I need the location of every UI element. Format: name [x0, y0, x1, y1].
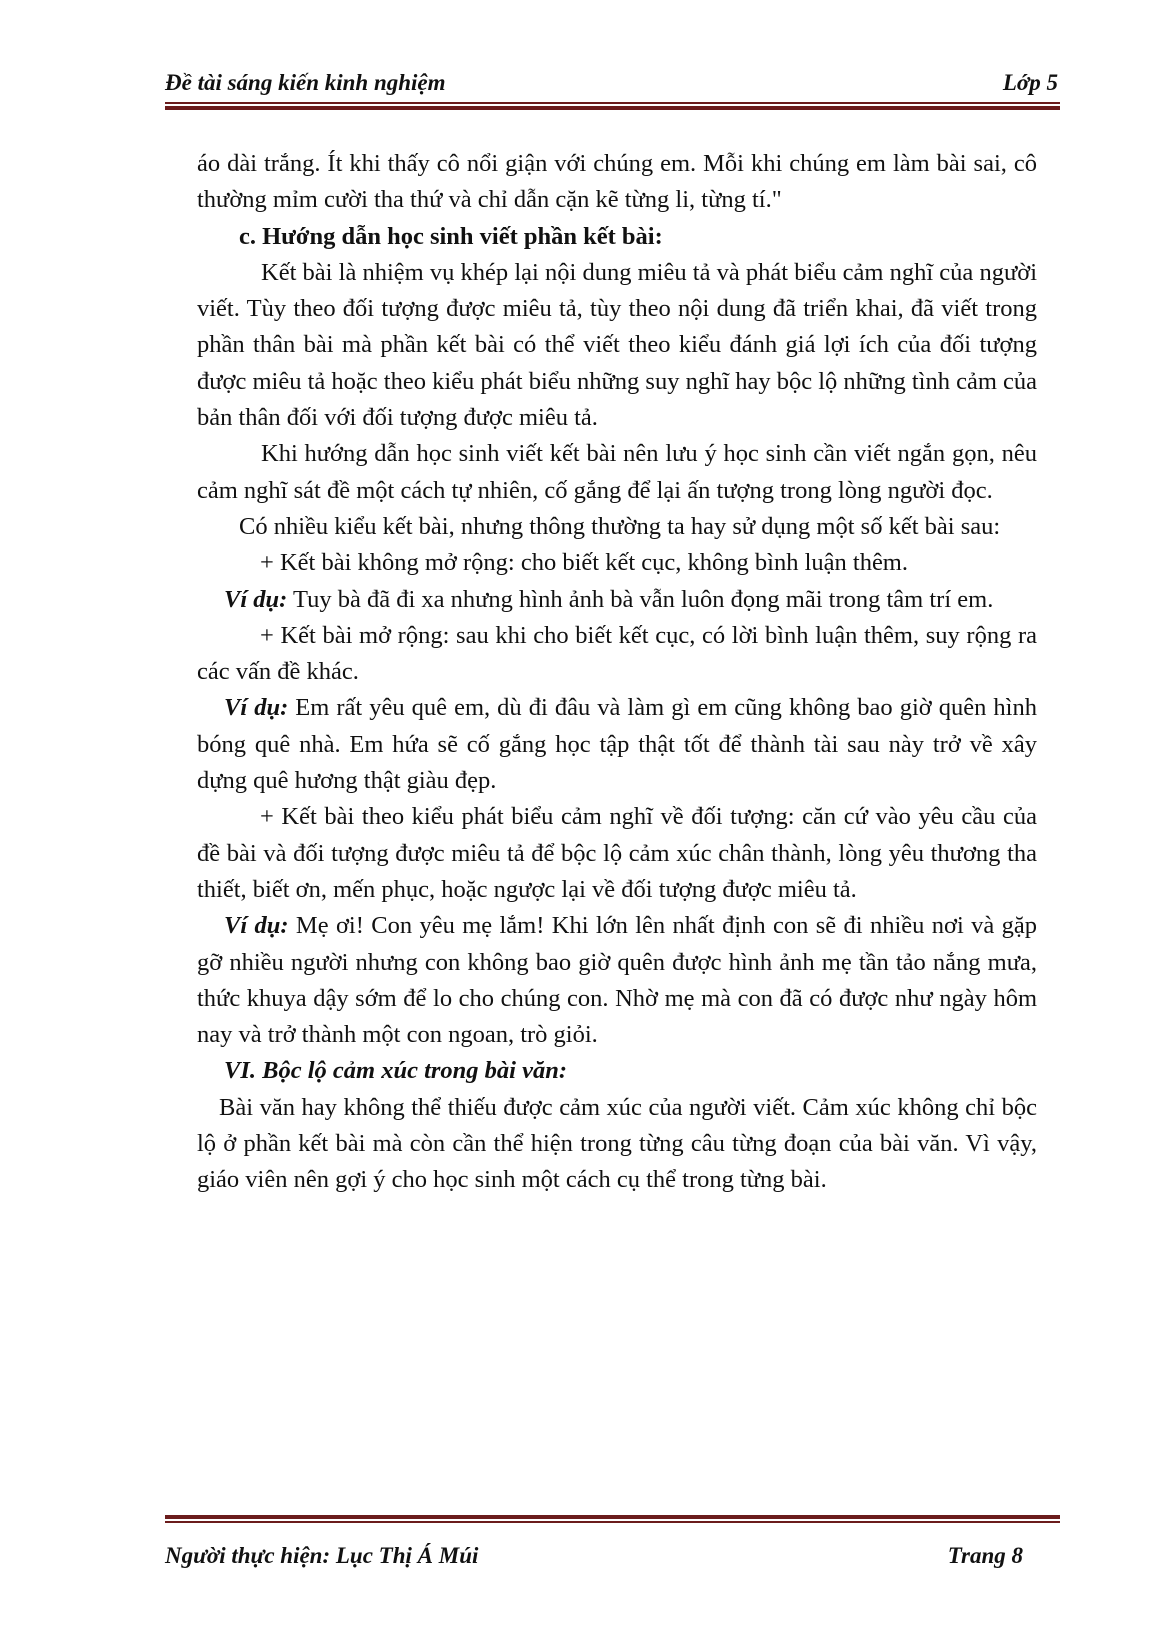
- header-title: Đề tài sáng kiến kinh nghiệm: [165, 70, 446, 95]
- section-heading-vi: VI. Bộc lộ cảm xúc trong bài văn:: [224, 1057, 568, 1085]
- paragraph-conclusion-types: Có nhiều kiểu kết bài, nhưng thông thường ta hay sử dụng một số kết bài sau:: [239, 512, 1001, 540]
- footer-divider: [165, 1515, 1060, 1523]
- example-1: [197, 582, 1037, 618]
- list-item-type-2: + Kết bài mở rộng: sau khi cho biết kết cục, có lời bình luận thêm, suy rộng ra các vấn đề khác.: [197, 621, 1037, 686]
- document-body: [197, 146, 1037, 1199]
- example-label: Ví dụ:: [224, 912, 289, 940]
- paragraph-continuation: áo dài trắng. Ít khi thấy cô nổi giận với chúng em. Mỗi khi chúng em làm bài sai, cô thường mỉm cười tha thứ và chỉ dẫn cặn kẽ từng li, từng tí.": [197, 150, 1037, 214]
- list-item-type-1: + Kết bài không mở rộng: cho biết kết cục, không bình luận thêm.: [260, 549, 908, 577]
- example-text: Em rất yêu quê em, dù đi đâu và làm gì em cũng không bao giờ quên hình bóng quê nhà. Em hứa sẽ cố gắng học tập thật tốt để thành tài sau này trở về xây dựng quê hương thật giàu đẹp.: [197, 694, 1037, 795]
- header-divider: [165, 102, 1060, 110]
- example-label: Ví dụ:: [224, 694, 289, 722]
- paragraph-conclusion-intro: Kết bài là nhiệm vụ khép lại nội dung miêu tả và phát biểu cảm nghĩ của người viết. Tùy theo đối tượng được miêu tả, tùy theo nội dung đã triển khai, đã viết trong phần thân bài mà phần kết bài có thể viết theo kiểu đánh giá lợi ích của đối tượng được miêu tả hoặc theo kiểu phát biểu những suy nghĩ hay bộc lộ những tình cảm của bản thân đối với đối tượng được miêu tả.: [197, 258, 1037, 432]
- section-heading-c: c. Hướng dẫn học sinh viết phần kết bài:: [239, 222, 663, 250]
- footer-page-number: Trang 8: [947, 1543, 1023, 1568]
- footer-author: Người thực hiện: Lục Thị Á Múi: [165, 1543, 479, 1568]
- example-label: Ví dụ:: [224, 585, 288, 613]
- paragraph-emotion: Bài văn hay không thể thiếu được cảm xúc của người viết. Cảm xúc không chỉ bộc lộ ở phần kết bài mà còn cần thể hiện trong từng câu từng đoạn của bài văn. Vì vậy, giáo viên nên gợi ý cho học sinh một cách cụ thể trong từng bài.: [197, 1093, 1037, 1194]
- header-grade: Lớp 5: [1002, 70, 1058, 95]
- example-text: Tuy bà đã đi xa nhưng hình ảnh bà vẫn luôn đọng mãi trong tâm trí em.: [287, 585, 994, 613]
- paragraph-conclusion-guidance: Khi hướng dẫn học sinh viết kết bài nên lưu ý học sinh cần viết ngắn gọn, nêu cảm nghĩ sát đề một cách tự nhiên, cố gắng để lại ấn tượng trong lòng người đọc.: [197, 440, 1037, 504]
- example-text: Mẹ ơi! Con yêu mẹ lắm! Khi lớn lên nhất định con sẽ đi nhiều nơi và gặp gỡ nhiều người nhưng con không bao giờ quên được hình ảnh mẹ tần tảo nắng mưa, thức khuya dậy sớm để lo cho chúng con. Nhờ mẹ mà con đã có được như ngày hôm nay và trở thành một con ngoan, trò giỏi.: [197, 912, 1038, 1049]
- example-3: [197, 908, 1037, 1053]
- example-2: [197, 690, 1037, 799]
- list-item-type-3: + Kết bài theo kiểu phát biểu cảm nghĩ về đối tượng: căn cứ vào yêu cầu của đề bài và đối tượng được miêu tả để bộc lộ cảm xúc chân thành, lòng yêu thương tha thiết, biết ơn, mến phục, hoặc ngược lại về đối tượng được miêu tả.: [197, 803, 1037, 903]
